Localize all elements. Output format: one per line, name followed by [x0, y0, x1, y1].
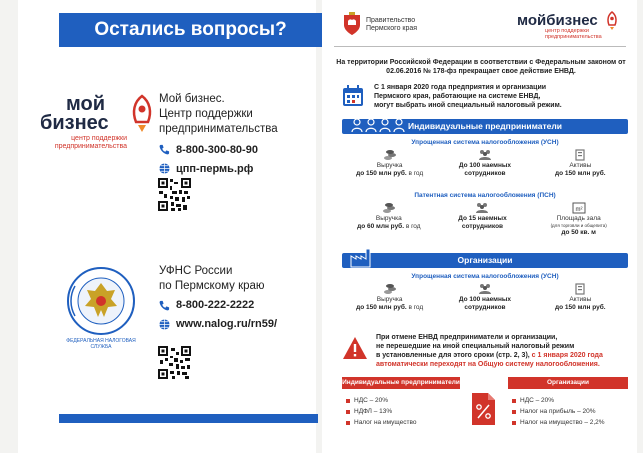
list-item — [512, 395, 605, 406]
area-m2-icon — [572, 202, 586, 214]
biz-site-row[interactable] — [159, 163, 309, 175]
biz-phone-row[interactable] — [159, 144, 309, 156]
coins-icon — [383, 283, 397, 295]
assets-icon — [573, 149, 587, 161]
svg-text:m²: m² — [575, 207, 583, 213]
psn-revenue — [344, 202, 434, 237]
logo-word-moi: мой — [66, 93, 106, 115]
qr-code-biz — [158, 178, 191, 211]
org-usn-assets — [535, 283, 625, 312]
staff-icon — [478, 149, 492, 161]
gov-line-1: Правительство — [366, 17, 416, 24]
right-logo-word: мойбизнес — [517, 12, 598, 29]
usn-row — [342, 149, 628, 178]
ip-list-0: НДС – 20% — [354, 397, 389, 404]
tax-contact — [159, 264, 309, 330]
qr-code-tax — [158, 346, 191, 379]
ip-band: Индивидуальные предприниматели — [342, 119, 628, 134]
usn-revenue — [345, 149, 435, 178]
list-item — [512, 417, 605, 428]
phone-icon — [159, 144, 170, 155]
tab-ip: Индивидуальные предприниматели — [342, 377, 460, 389]
bullet-icon — [346, 421, 350, 425]
warning-line-2: не перешедшие на иной специальный налоговый режим — [376, 343, 575, 351]
biz-phone[interactable]: 8-800-300-80-90 — [176, 143, 258, 156]
left-page — [18, 0, 316, 453]
list-item — [346, 395, 417, 406]
footer-bar — [59, 414, 318, 423]
psn-revenue-a: Выручка — [375, 215, 402, 222]
usn-staff — [440, 149, 530, 178]
usn-revenue-b: до 150 млн руб. — [356, 170, 407, 178]
usn-revenue-c: в год — [406, 170, 424, 178]
notice-line-3: могут выбрать иной специальный налоговый режим. — [374, 101, 562, 109]
right-logo-sub2: предпринимательства — [545, 34, 602, 41]
psn-staff-b: сотрудников — [461, 223, 504, 231]
warning-line-3a: в установленные для этого сроки (стр. 2, 3), — [376, 352, 530, 360]
calendar-icon — [342, 85, 364, 107]
list-item — [346, 417, 417, 428]
psn-area-a: Площадь зала — [556, 215, 601, 222]
org-band: Организации — [342, 253, 628, 268]
coins-icon — [383, 149, 397, 161]
usn-revenue-a: Выручка — [376, 162, 403, 169]
right-logo-sub1: центр поддержки — [545, 28, 589, 34]
tax-phone[interactable]: 8-800-222-2222 — [176, 299, 255, 312]
org-usn-staff — [440, 283, 530, 312]
bullet-icon — [346, 410, 350, 414]
biz-logo — [40, 94, 160, 154]
header-divider — [334, 46, 626, 47]
globe-icon — [159, 163, 170, 174]
org-usn-title: Упрощенная система налогообложения (УСН) — [411, 273, 559, 280]
rocket-icon — [128, 94, 156, 134]
bullet-icon — [512, 399, 516, 403]
tax-service-emblem-icon — [66, 266, 136, 336]
factory-icon — [350, 246, 372, 268]
tax-phone-row[interactable] — [159, 299, 309, 311]
org-usn-staff-b: сотрудников — [464, 304, 506, 312]
warning-text — [376, 333, 632, 369]
org-usn-assets-a: Активы — [569, 296, 592, 303]
notice-text — [374, 84, 629, 110]
org-list-2: Налог на имущество – 2,2% — [520, 419, 605, 426]
warning-line-1: При отмене ЕНВД предприниматели и организации, — [376, 334, 558, 341]
warning-line-3 — [376, 351, 632, 360]
biz-site[interactable]: цпп-пермь.рф — [176, 162, 254, 175]
usn-staff-a: До 100 наемных — [458, 162, 512, 169]
org-usn-revenue — [345, 283, 435, 312]
org-list-1: Налог на прибыль – 20% — [520, 408, 596, 415]
rocket-icon — [605, 11, 619, 31]
perm-krai-coat-of-arms-icon — [342, 12, 362, 36]
intro-text: На территории Российской Федерации в соответствии с Федеральным законом от 02.06.2016 № 178-фз прекращает свое действие ЕНВД. — [336, 59, 626, 75]
staff-icon — [478, 283, 492, 295]
page-header: Остались вопросы? — [59, 13, 322, 47]
psn-revenue-b: до 60 млн руб. — [357, 223, 405, 231]
right-biz-logo — [517, 13, 627, 41]
warning-line-4: автоматически переходят на Общую систему налогообложения. — [376, 361, 600, 369]
usn-assets-a: Активы — [569, 162, 592, 169]
list-item — [512, 406, 605, 417]
org-usn-revenue-b: до 150 млн руб. — [356, 304, 407, 312]
people-icon — [350, 116, 410, 136]
org-tax-list — [512, 395, 605, 428]
usn-assets — [535, 149, 625, 178]
org-usn-revenue-c: в год — [406, 304, 424, 312]
org-list-0: НДС – 20% — [520, 397, 555, 404]
psn-area — [531, 202, 626, 237]
psn-area-note: (для торговли и общепита) — [550, 223, 607, 229]
ip-tax-list — [346, 395, 417, 428]
phone-icon — [159, 300, 170, 311]
gov-name — [366, 17, 417, 34]
staff-icon — [475, 202, 489, 214]
org-usn-revenue-a: Выручка — [376, 296, 403, 303]
warning-icon — [342, 336, 368, 360]
psn-revenue-c: в год — [404, 223, 421, 231]
biz-title-2: Центр поддержки — [159, 108, 253, 121]
tax-title-2: по Пермскому краю — [159, 280, 265, 293]
right-page — [322, 0, 637, 453]
tab-org: Организации — [508, 377, 628, 389]
notice-line-2: Пермского края, работающие на системе ЕНВД, — [374, 92, 541, 100]
gov-line-2: Пермского края — [366, 25, 418, 33]
ip-list-1: НДФЛ – 13% — [354, 408, 393, 415]
globe-icon — [159, 319, 170, 330]
usn-staff-b: сотрудников — [464, 170, 506, 178]
tax-site[interactable]: www.nalog.ru/rn59/ — [176, 318, 278, 331]
psn-staff — [437, 202, 527, 237]
psn-area-b: до 50 кв. м — [561, 228, 596, 236]
tax-emblem-text: ФЕДЕРАЛЬНАЯ НАЛОГОВАЯ СЛУЖБА — [66, 338, 136, 350]
notice-line-1: С 1 января 2020 года предприятия и организации — [374, 84, 547, 91]
bullet-icon — [512, 410, 516, 414]
tax-site-row[interactable] — [159, 318, 309, 330]
tax-document-icon — [468, 392, 498, 426]
biz-contact — [159, 92, 309, 175]
bullet-icon — [346, 399, 350, 403]
assets-icon — [573, 283, 587, 295]
usn-title: Упрощенная система налогообложения (УСН) — [411, 139, 559, 146]
logo-sub1: центр поддержки — [71, 135, 127, 142]
org-usn-assets-b: до 150 млн руб. — [555, 304, 606, 312]
usn-assets-b: до 150 млн руб. — [555, 170, 606, 178]
psn-staff-a: До 15 наемных — [458, 215, 507, 222]
warning-line-3b: с 1 января 2020 года — [529, 352, 603, 360]
org-usn-row — [342, 283, 628, 312]
logo-sub2: предпринимательства — [54, 143, 127, 150]
org-usn-staff-a: До 100 наемных — [458, 296, 512, 303]
coins-icon — [382, 202, 396, 214]
list-item — [346, 406, 417, 417]
ip-list-2: Налог на имущество — [354, 419, 417, 426]
tax-title-1: УФНС России — [159, 265, 233, 277]
psn-row — [342, 202, 628, 237]
psn-title: Патентная система налогообложения (ПСН) — [414, 192, 556, 199]
biz-title-3: предпринимательства — [159, 123, 278, 136]
biz-title-1: Мой бизнес. — [159, 93, 225, 105]
logo-word-biznes: бизнес — [40, 112, 109, 134]
bullet-icon — [512, 421, 516, 425]
